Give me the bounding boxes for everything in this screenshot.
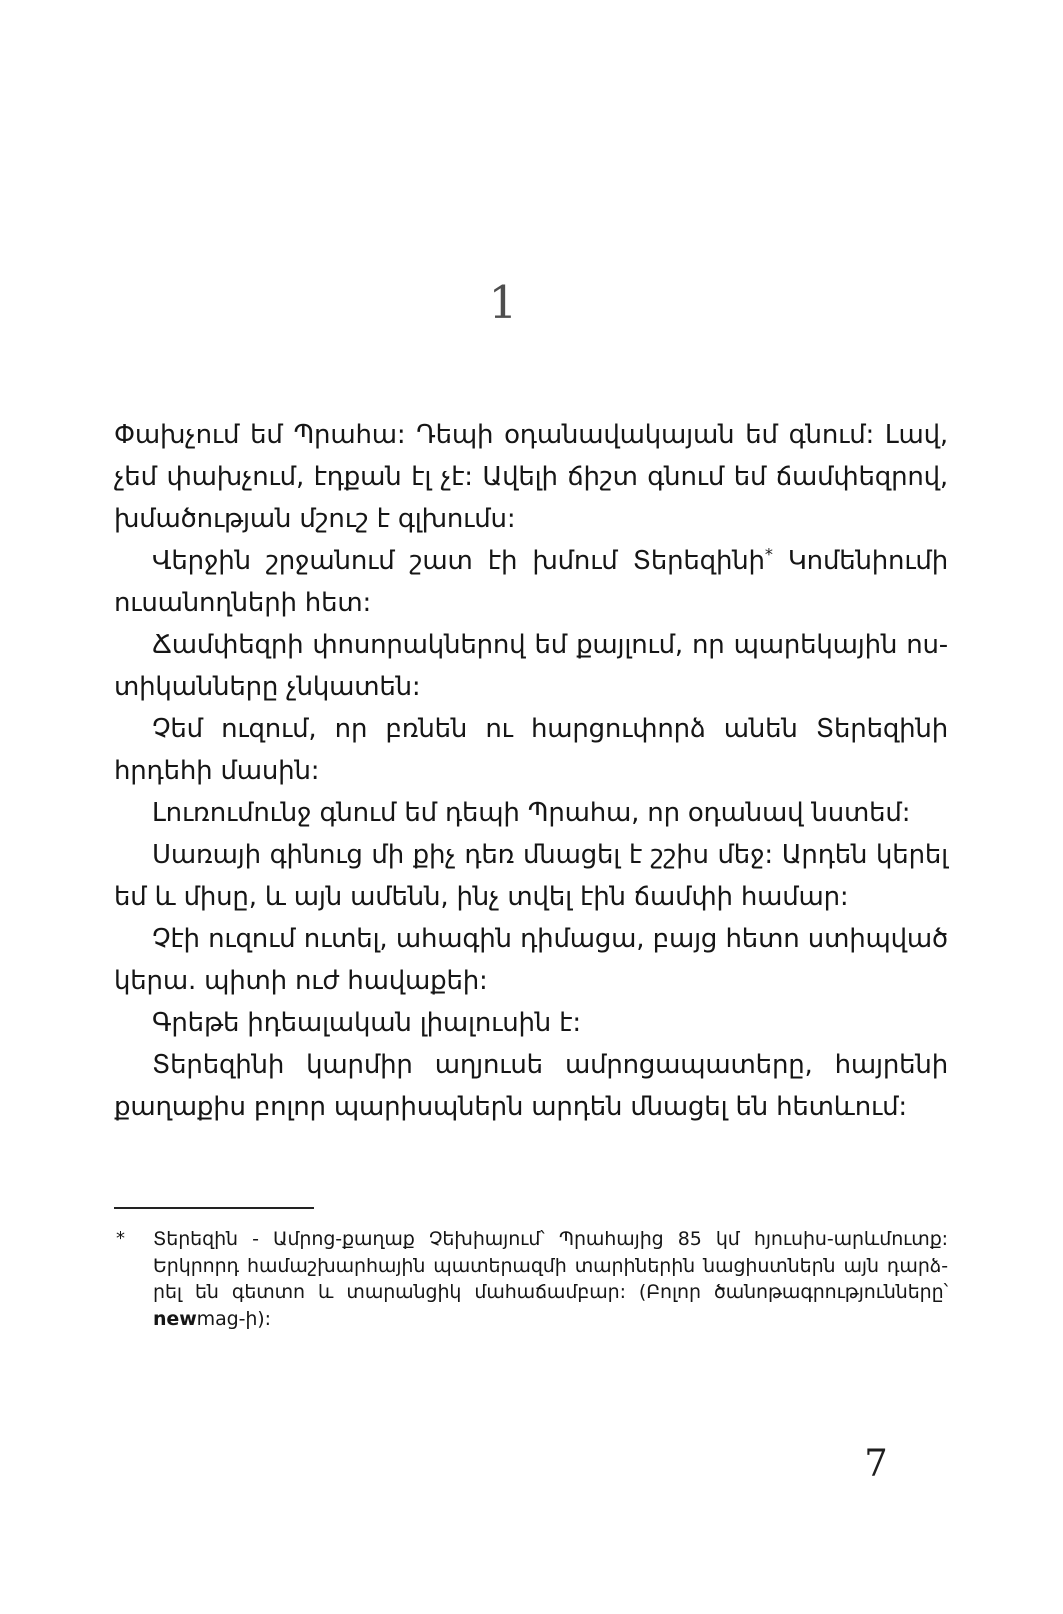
body-line: խմածության մշուշ է գլխումս:	[114, 504, 516, 534]
body-line: Չեմ ուզում, որ բռնեն ու հարցուփորձ անեն Տերեզինի	[152, 714, 948, 744]
page-number: 7	[864, 1442, 888, 1485]
footnote-separator-rule	[114, 1207, 314, 1209]
footnote-bold-text: new	[153, 1307, 197, 1330]
footnote-marker-asterisk: *	[116, 1228, 125, 1249]
footnote-line	[153, 1226, 948, 1253]
body-line: Չէի ուզում ուտել, ահագին դիմացա, բայց հետո ստիպված	[152, 924, 948, 954]
footnote-text: Երկրորդ համաշխարհային պատերազմի տարիներին նացիստներն այն դարձ-	[153, 1254, 948, 1277]
footnote-line	[153, 1279, 948, 1306]
footnote-reference-asterisk: *	[764, 544, 773, 564]
body-line: Լուռումունջ գնում եմ դեպի Պրահա, որ օդանավ նստեմ:	[152, 798, 911, 828]
chapter-number: 1	[488, 276, 518, 329]
body-line: քաղաքիս բոլոր պարիսպներն արդեն մնացել են հետևում:	[114, 1092, 907, 1122]
footnote-line	[153, 1306, 948, 1333]
body-text	[114, 414, 948, 1128]
footnote-text: Տերեզին - Ամրոց-քաղաք Չեխիայում՝ Պրահայից 85 կմ հյուսիս-արևմուտք:	[153, 1228, 948, 1250]
body-line: Տերեզինի կարմիր աղյուսե ամրոցապատերը, հայրենի	[152, 1050, 948, 1080]
body-line: Գրեթե իդեալական լիալուսին է:	[152, 1008, 581, 1038]
body-line: Փախչում եմ Պրահա: Դեպի օդանավակայան եմ գնում: Լավ,	[114, 420, 948, 450]
body-line: Ճամփեզրի փոսորակներով եմ քայլում, որ պարեկային ոս-	[152, 630, 948, 660]
footnote-line	[153, 1253, 948, 1280]
body-line: Վերջին շրջանում շատ էի խմում Տերեզինի* Կոմենիումի	[152, 544, 948, 576]
body-line: հրդեհի մասին:	[114, 756, 320, 786]
footnote-text: mag-ի):	[196, 1307, 271, 1330]
body-line: ուսանողների հետ:	[114, 588, 372, 618]
footnote-lines	[153, 1226, 948, 1332]
body-line: Սառայի գինուց մի քիչ դեռ մնացել է շշիս մեջ: Արդեն կերել	[152, 840, 948, 870]
body-line: կերա. պիտի ուժ հավաքեի:	[114, 966, 488, 996]
footnote-text: րել են գետտո և տարանցիկ մահաճամբար: (Բոլոր ծանոթագրությունները՝	[153, 1281, 948, 1303]
body-line: չեմ փախչում, էդքան էլ չէ: Ավելի ճիշտ գնում եմ ճամփեզրով,	[114, 462, 948, 492]
body-line: եմ և միսը, և այն ամենն, ինչ տվել էին ճամփի համար:	[114, 882, 849, 912]
body-line: տիկանները չնկատեն:	[114, 672, 421, 702]
footnote	[114, 1226, 948, 1332]
